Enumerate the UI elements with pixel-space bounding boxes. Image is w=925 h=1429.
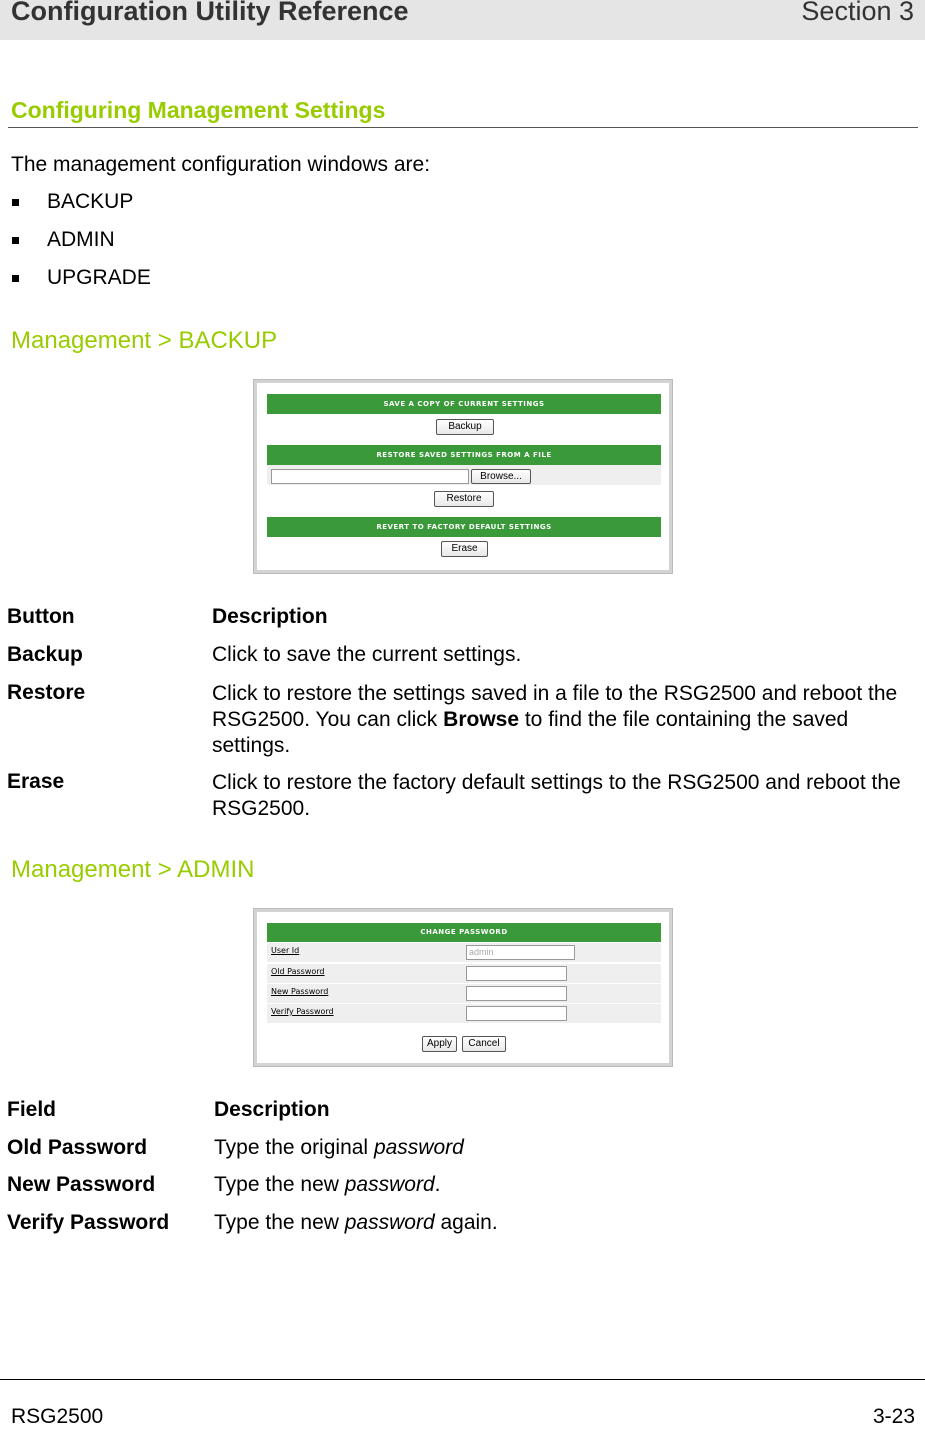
- row-desc: [214, 1173, 440, 1197]
- desc-italic: password: [373, 1136, 464, 1159]
- bullet-item: BACKUP: [47, 190, 134, 213]
- erase-button[interactable]: Erase: [441, 541, 488, 557]
- backup-heading: Management > BACKUP: [11, 327, 278, 354]
- section-heading: Configuring Management Settings: [11, 97, 386, 123]
- row-desc: [214, 1136, 464, 1160]
- admin-heading: Management > ADMIN: [11, 856, 255, 883]
- row-desc: [214, 1211, 498, 1235]
- row-desc: Click to restore the factory default settings to the RSG2500 and reboot the RSG2500.: [212, 771, 901, 820]
- new-password-row: [267, 984, 661, 1003]
- apply-button[interactable]: Apply: [422, 1036, 457, 1052]
- user-id-label: User Id: [271, 946, 300, 955]
- verify-password-input[interactable]: [466, 1006, 567, 1021]
- restore-button[interactable]: Restore: [434, 491, 494, 507]
- row-key: Erase: [7, 770, 65, 793]
- table-header-field: Field: [7, 1098, 57, 1121]
- user-id-row: [267, 943, 661, 962]
- change-password-bar: CHANGE PASSWORD: [267, 923, 661, 942]
- row-key: Verify Password: [7, 1211, 170, 1234]
- desc-text: again.: [434, 1211, 498, 1234]
- browse-button[interactable]: Browse...: [471, 469, 531, 484]
- desc-italic: password: [344, 1211, 435, 1234]
- desc-text: to find the file containing the saved settings.: [212, 708, 849, 757]
- admin-screenshot: [254, 909, 672, 1066]
- new-password-input[interactable]: [466, 986, 567, 1001]
- desc-italic: password: [344, 1173, 435, 1196]
- desc-text: Click to restore the settings saved in a file to the RSG2500 and reboot the RSG2500. You can click: [212, 682, 898, 731]
- backup-screenshot: [254, 380, 672, 573]
- page-number: 3-23: [872, 1405, 915, 1428]
- old-password-label: Old Password: [271, 967, 325, 976]
- intro-text: The management configuration windows are:: [11, 153, 431, 176]
- file-input[interactable]: [271, 469, 469, 484]
- row-key: Backup: [7, 643, 83, 666]
- cancel-button[interactable]: Cancel: [462, 1036, 506, 1052]
- row-key: Restore: [7, 681, 86, 704]
- factory-bar: REVERT TO FACTORY DEFAULT SETTINGS: [267, 517, 661, 537]
- footer-product: RSG2500: [11, 1405, 104, 1428]
- desc-text: Type the new: [214, 1211, 345, 1234]
- desc-text: Type the new: [214, 1173, 345, 1196]
- desc-text: .: [434, 1173, 441, 1196]
- backup-button[interactable]: Backup: [436, 419, 494, 435]
- desc-bold: Browse: [443, 708, 520, 731]
- doc-title: Configuration Utility Reference: [11, 0, 409, 26]
- table-header-button: Button: [7, 605, 75, 628]
- save-copy-bar: SAVE A COPY OF CURRENT SETTINGS: [267, 394, 661, 414]
- row-desc: [212, 681, 912, 759]
- row-key: Old Password: [7, 1136, 148, 1159]
- verify-password-row: [267, 1004, 661, 1023]
- bullet-item: UPGRADE: [47, 266, 151, 289]
- row-desc: Click to save the current settings.: [212, 643, 522, 666]
- table-header-description: Description: [214, 1098, 330, 1121]
- footer-divider: [0, 1379, 925, 1380]
- page-header: [0, 0, 925, 40]
- old-password-row: [267, 964, 661, 983]
- old-password-input[interactable]: [466, 966, 567, 981]
- divider: [8, 127, 918, 128]
- table-header-description: Description: [212, 605, 328, 628]
- restore-bar: RESTORE SAVED SETTINGS FROM A FILE: [267, 445, 661, 465]
- new-password-label: New Password: [271, 987, 329, 996]
- user-id-input[interactable]: admin: [466, 945, 575, 960]
- desc-text: Type the original: [214, 1136, 374, 1159]
- section-label: Section 3: [801, 0, 914, 26]
- row-key: New Password: [7, 1173, 156, 1196]
- bullet-item: ADMIN: [47, 228, 115, 251]
- verify-password-label: Verify Password: [271, 1007, 334, 1016]
